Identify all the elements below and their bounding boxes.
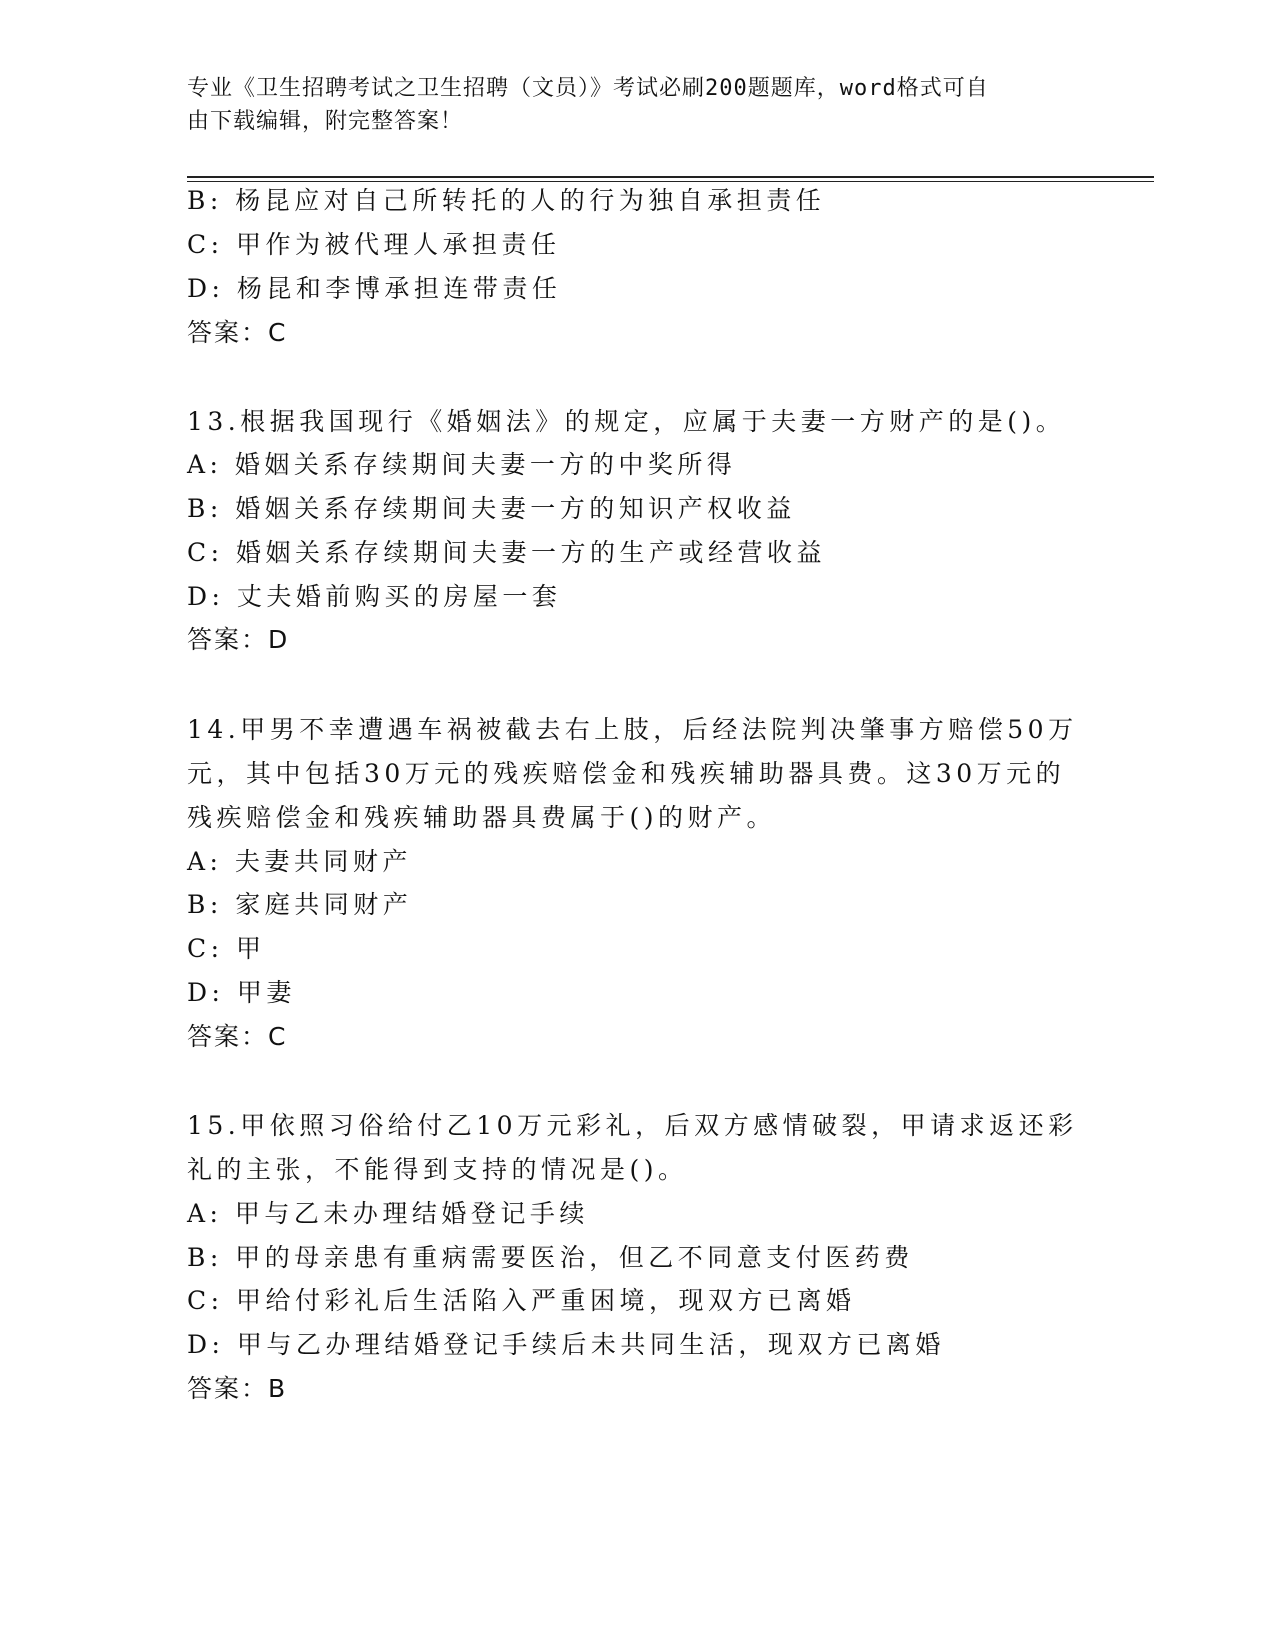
question-14-stem-line-1: 14.甲男不幸遭遇车祸被截去右上肢，后经法院判决肇事方赔偿50万 <box>187 715 1078 744</box>
answer-label: 答案：C <box>187 318 288 347</box>
option-a: A: 婚姻关系存续期间夫妻一方的中奖所得 <box>187 450 737 479</box>
option-d: D: 甲妻 <box>187 978 296 1007</box>
option-a: A: 夫妻共同财产 <box>187 847 412 876</box>
option-b: B: 家庭共同财产 <box>187 890 413 919</box>
question-14-stem-line-2: 元，其中包括30万元的残疾赔偿金和残疾辅助器具费。这30万元的 <box>187 759 1066 788</box>
header-title-line-2: 由下载编辑，附完整答案！ <box>187 109 464 134</box>
answer-label: 答案：B <box>187 1374 288 1403</box>
question-15-stem-line-2: 礼的主张，不能得到支持的情况是()。 <box>187 1155 688 1184</box>
option-d: D: 丈夫婚前购买的房屋一套 <box>187 582 562 611</box>
option-c: C: 甲 <box>187 934 266 963</box>
header-title-line-1: 专业《卫生招聘考试之卫生招聘（文员）》考试必刷200题题库，word格式可自 <box>187 76 989 101</box>
option-b: B: 婚姻关系存续期间夫妻一方的知识产权收益 <box>187 494 796 523</box>
option-a: A: 甲与乙未办理结婚登记手续 <box>187 1199 589 1228</box>
question-15-stem-line-1: 15.甲依照习俗给付乙10万元彩礼，后双方感情破裂，甲请求返还彩 <box>187 1111 1078 1140</box>
option-d: D: 甲与乙办理结婚登记手续后未共同生活，现双方已离婚 <box>187 1330 945 1359</box>
answer-label: 答案：C <box>187 1022 288 1051</box>
question-13-stem: 13.根据我国现行《婚姻法》的规定，应属于夫妻一方财产的是()。 <box>187 407 1066 436</box>
header-divider <box>187 176 1154 182</box>
answer-label: 答案：D <box>187 625 290 654</box>
option-b: B: 甲的母亲患有重病需要医治，但乙不同意支付医药费 <box>187 1243 914 1272</box>
option-c: C: 甲作为被代理人承担责任 <box>187 230 561 259</box>
option-c: C: 婚姻关系存续期间夫妻一方的生产或经营收益 <box>187 538 826 567</box>
option-b: B: 杨昆应对自己所转托的人的行为独自承担责任 <box>187 186 826 215</box>
document-header <box>187 72 1067 138</box>
question-14-stem-line-3: 残疾赔偿金和残疾辅助器具费属于()的财产。 <box>187 803 777 832</box>
option-c: C: 甲给付彩礼后生活陷入严重困境，现双方已离婚 <box>187 1286 856 1315</box>
option-d: D: 杨昆和李博承担连带责任 <box>187 274 562 303</box>
